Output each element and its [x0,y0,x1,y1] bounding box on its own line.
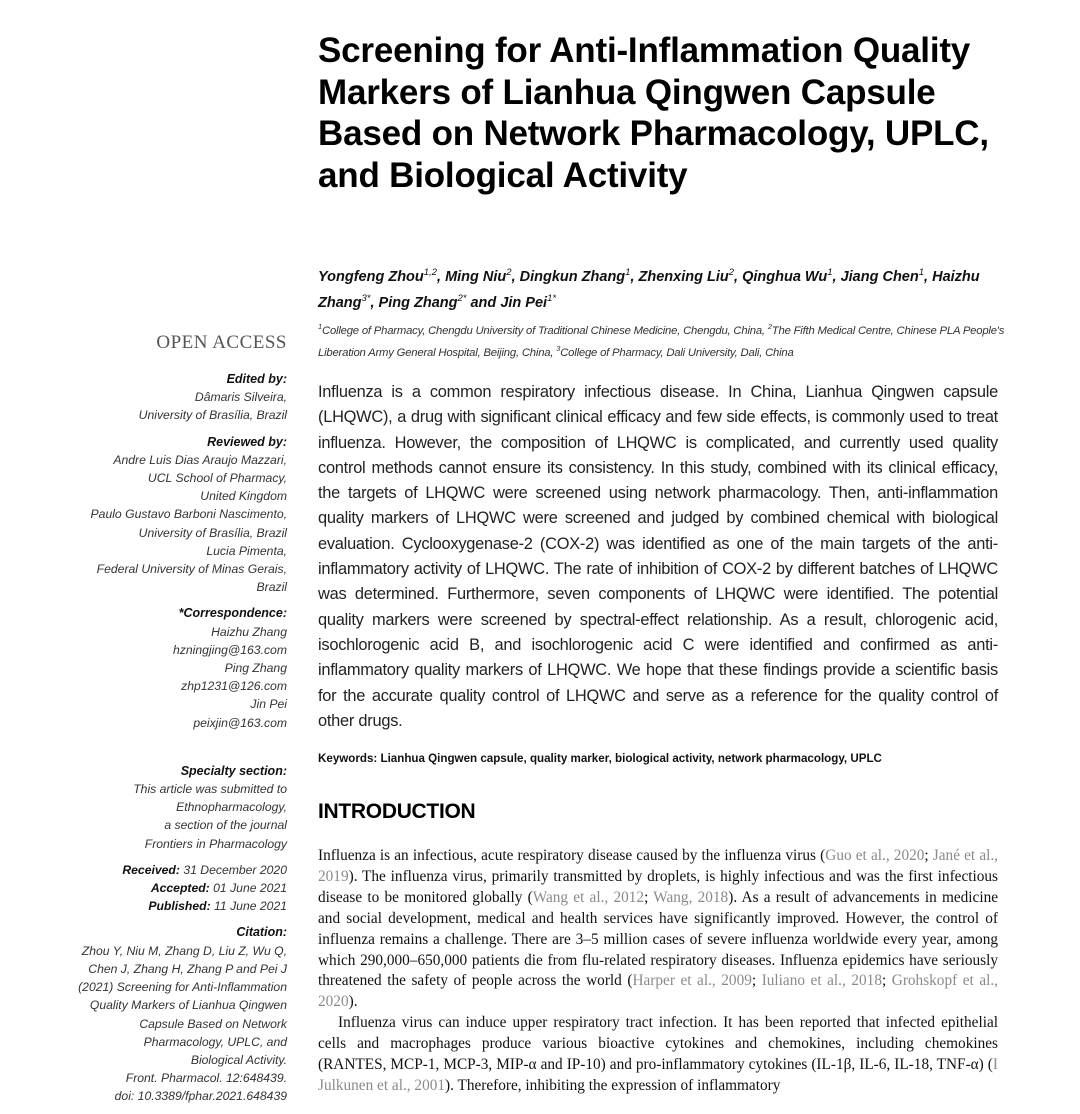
published-date: Published: 11 June 2021 [148,899,287,914]
citation-link[interactable]: Wang, 2018 [653,888,729,906]
author-name[interactable]: Ping Zhang [378,294,458,311]
editor-affiliation: University of Brasília, Brazil [138,408,287,423]
citation-label: Citation: [236,925,287,940]
citation-line: Biological Activity. [190,1052,287,1067]
author-affiliation-marker: 1 [625,267,631,278]
author-list: Yongfeng Zhou$^{1,2}$, Ming Niu$^2$, Dingkun Zhang$^1$, Zhenxing Liu$^2$, Qinghua Wu$^1$, Jiang Chen$^1$, Haizhu Zhang$^{3*}$, Ping Zhang$^{2*}$ and Jin Pei$^{1*}$ [318,267,980,311]
correspondent-name: Jin Pei [250,697,287,712]
reviewer-line: United Kingdom [200,489,287,504]
body-text: ; [751,972,762,990]
abstract: Influenza is a common respiratory infectious disease. In China, Lianhua Qingwen capsule (LHQWC), a drug with significant clinical efficacy and few side effects, is commonly used to treat influenza. However, the composition of LHQWC is complicated, and currently used quality control methods cannot ensure its consistency. In this study, combined with its clinical efficacy, the targets of LHQWC were screened using network pharmacology. Then, anti-inflammation quality markers of LHQWC were screened and judged by combined chemical with biological evaluation. Cyclooxygenase-2 (COX-2) was identified as one of the main targets of the anti-inflammatory activity of LHQWC. The rate of inhibition of COX-2 by different batches of LHQWC was determined. Furthermore, seven components of LHQWC were identified. The potential quality markers were screened by spectral-effect relationship. As a result, chlorogenic acid, isochlorogenic acid B, and isochlorogenic acid C were identified and confirmed as anti-inflammatory quality markers of LHQWC. We hope that these findings provide a scientific basis for the accurate quality control of LHQWC and serve as a reference for the quality control of other drugs. [318,383,998,730]
reviewer-line: Federal University of Minas Gerais, [96,562,287,577]
received-date: Received: 31 December 2020 [122,862,287,877]
specialty-line: a section of the journal [164,818,287,833]
reviewer-line: Brazil [256,580,287,595]
body-text: ). As a result of advancements in medicine and social development, medical and health services have significantly improved. However, the control of influenza remains a challenge. There are 3–5 million cases of severe influenza worldwide every year, among which 290,000–650,000 patients die from flu-related respiratory diseases. Influenza epidemics have seriously threatened the safety of people across the world ( [318,888,999,990]
author-name[interactable]: Jiang Chen [840,268,919,285]
reviewer-line: Andre Luis Dias Araujo Mazzari, [113,452,287,467]
author-affiliation-marker: 1,2 [423,267,437,278]
introduction-body [318,846,998,1097]
keywords: Keywords: Lianhua Qingwen capsule, quality marker, biological activity, network pharmacology, UPLC [318,752,882,765]
affiliation-marker: 1 [318,322,322,331]
reviewer-line: University of Brasília, Brazil [138,525,287,540]
author-name[interactable]: Qinghua Wu [742,268,828,285]
affiliation-text: The Fifth Medical Centre, Chinese PLA People's Liberation Army General Hospital, Beijing, China, [318,324,1005,359]
citation-line: Front. Pharmacol. 12:648439. [125,1071,287,1086]
specialty-section [60,762,287,853]
body-text: Influenza virus can induce upper respiratory tract infection. It has been reported that infected epithelial cells and macrophages produce various bioactive cytokines and chemokines, including chemokines (RANTES, MCP-1, MCP-3, MIP-α and IP-10) and pro-inflammatory cytokines (IL-1β, IL-6, IL-18, TNF-α) ( [318,1014,998,1074]
affiliation-text: College of Pharmacy, Chengdu University of Traditional Chinese Medicine, Chengdu, China, [321,324,768,337]
reviewer-line: Paulo Gustavo Barboni Nascimento, [90,507,287,522]
author-name[interactable]: Haizhu Zhang [318,268,980,311]
specialty-label: Specialty section: [180,763,287,778]
author-name[interactable]: Jin Pei [500,294,548,311]
citation-link[interactable]: Wang et al., 2012 [532,888,645,906]
body-text: ; [924,847,933,864]
citation-link[interactable]: Harper et al., 2009 [632,972,752,990]
specialty-line: Ethnopharmacology, [176,800,287,815]
body-text: Influenza is an infectious, acute respiratory disease caused by the influenza virus ( [318,847,826,864]
citation-line: Quality Markers of Lianhua Qingwen [89,998,287,1013]
reviewed-by-label: Reviewed by: [207,434,287,449]
affiliation-marker: 3 [556,343,561,353]
citation-link[interactable]: Grohskopf et al., 2020 [318,972,999,1011]
correspondent-name: Ping Zhang [224,661,287,676]
author-affiliation-marker: 1* [547,292,557,304]
article-title: Screening for Anti-Inflammation Quality Markers of Lianhua Qingwen Capsule Based on Network Pharmacology, UPLC, and Biological Activity [318,31,989,195]
correspondent-name: Haizhu Zhang [211,624,287,639]
author-affiliation-marker: 2 [506,267,512,278]
introduction-heading: INTRODUCTION [318,800,476,823]
citation-section [60,923,287,1105]
body-text: ). Therefore, inhibiting the expression of inflammatory [445,1076,781,1094]
accepted-date: Accepted: 01 June 2021 [150,881,287,896]
reviewer-line: UCL School of Pharmacy, [147,471,287,486]
correspondent-email-link[interactable]: hzningjing@163.com [172,642,287,657]
affiliation-text: College of Pharmacy, Dali University, Dali, China [560,346,794,359]
citation-link[interactable]: I Julkunen et al., 2001 [318,1056,998,1094]
specialty-line: This article was submitted to [133,782,287,797]
reviewer-line: Lucia Pimenta, [206,543,287,558]
citation-line: Chen J, Zhang H, Zhang P and Pei J [88,961,287,976]
body-text: ). [348,993,358,1011]
correspondent-email-link[interactable]: peixjin@163.com [193,715,287,730]
edited-by-section [60,370,287,425]
correspondence-label: *Correspondence: [178,606,287,621]
author-affiliation-marker: 2 [728,267,735,278]
citation-line: (2021) Screening for Anti-Inflammation [78,980,287,995]
author-affiliation-marker: 2* [457,292,467,304]
author-name[interactable]: Ming Niu [445,268,507,285]
affiliation-marker: 2 [767,322,772,331]
author-name[interactable]: Dingkun Zhang [519,268,626,285]
article-sidebar [60,330,287,1114]
editor-name: Dâmaris Silveira, [194,390,287,405]
body-text: ). The influenza virus, primarily transmitted by droplets, is highly infectious and was the first infectious disease to be monitored globally ( [318,867,998,906]
citation-link[interactable]: Iuliano et al., 2018 [761,972,882,990]
edited-by-label: Edited by: [226,372,287,386]
author-name[interactable]: Yongfeng Zhou [318,268,424,285]
reviewed-by-section [60,433,287,597]
citation-line: Capsule Based on Network [139,1016,287,1031]
body-text: ; [881,972,892,990]
citation-line: Zhou Y, Niu M, Zhang D, Liu Z, Wu Q, [81,943,287,958]
specialty-line: Frontiers in Pharmacology [144,836,287,851]
citation-link[interactable]: Guo et al., 2020 [825,847,925,864]
author-affiliation-marker: 3* [361,292,371,304]
citation-line: Pharmacology, UPLC, and [143,1034,287,1049]
body-text: ; [644,888,654,906]
correspondent-email-link[interactable]: zhp1231@126.com [181,679,287,694]
author-affiliation-marker: 1 [918,267,925,278]
dates-section [60,861,287,916]
author-affiliation-marker: 1 [827,267,833,278]
introduction-paragraph-2 [318,1013,998,1097]
affiliations [318,318,1008,362]
doi-link[interactable]: doi: 10.3389/fphar.2021.648439 [114,1089,287,1104]
citation-link[interactable]: Jané et al., 2019 [318,847,999,885]
correspondence-section [60,604,287,731]
open-access-label: OPEN ACCESS [156,332,287,353]
author-name[interactable]: Zhenxing Liu [638,268,729,285]
introduction-paragraph-1 [318,846,998,1013]
